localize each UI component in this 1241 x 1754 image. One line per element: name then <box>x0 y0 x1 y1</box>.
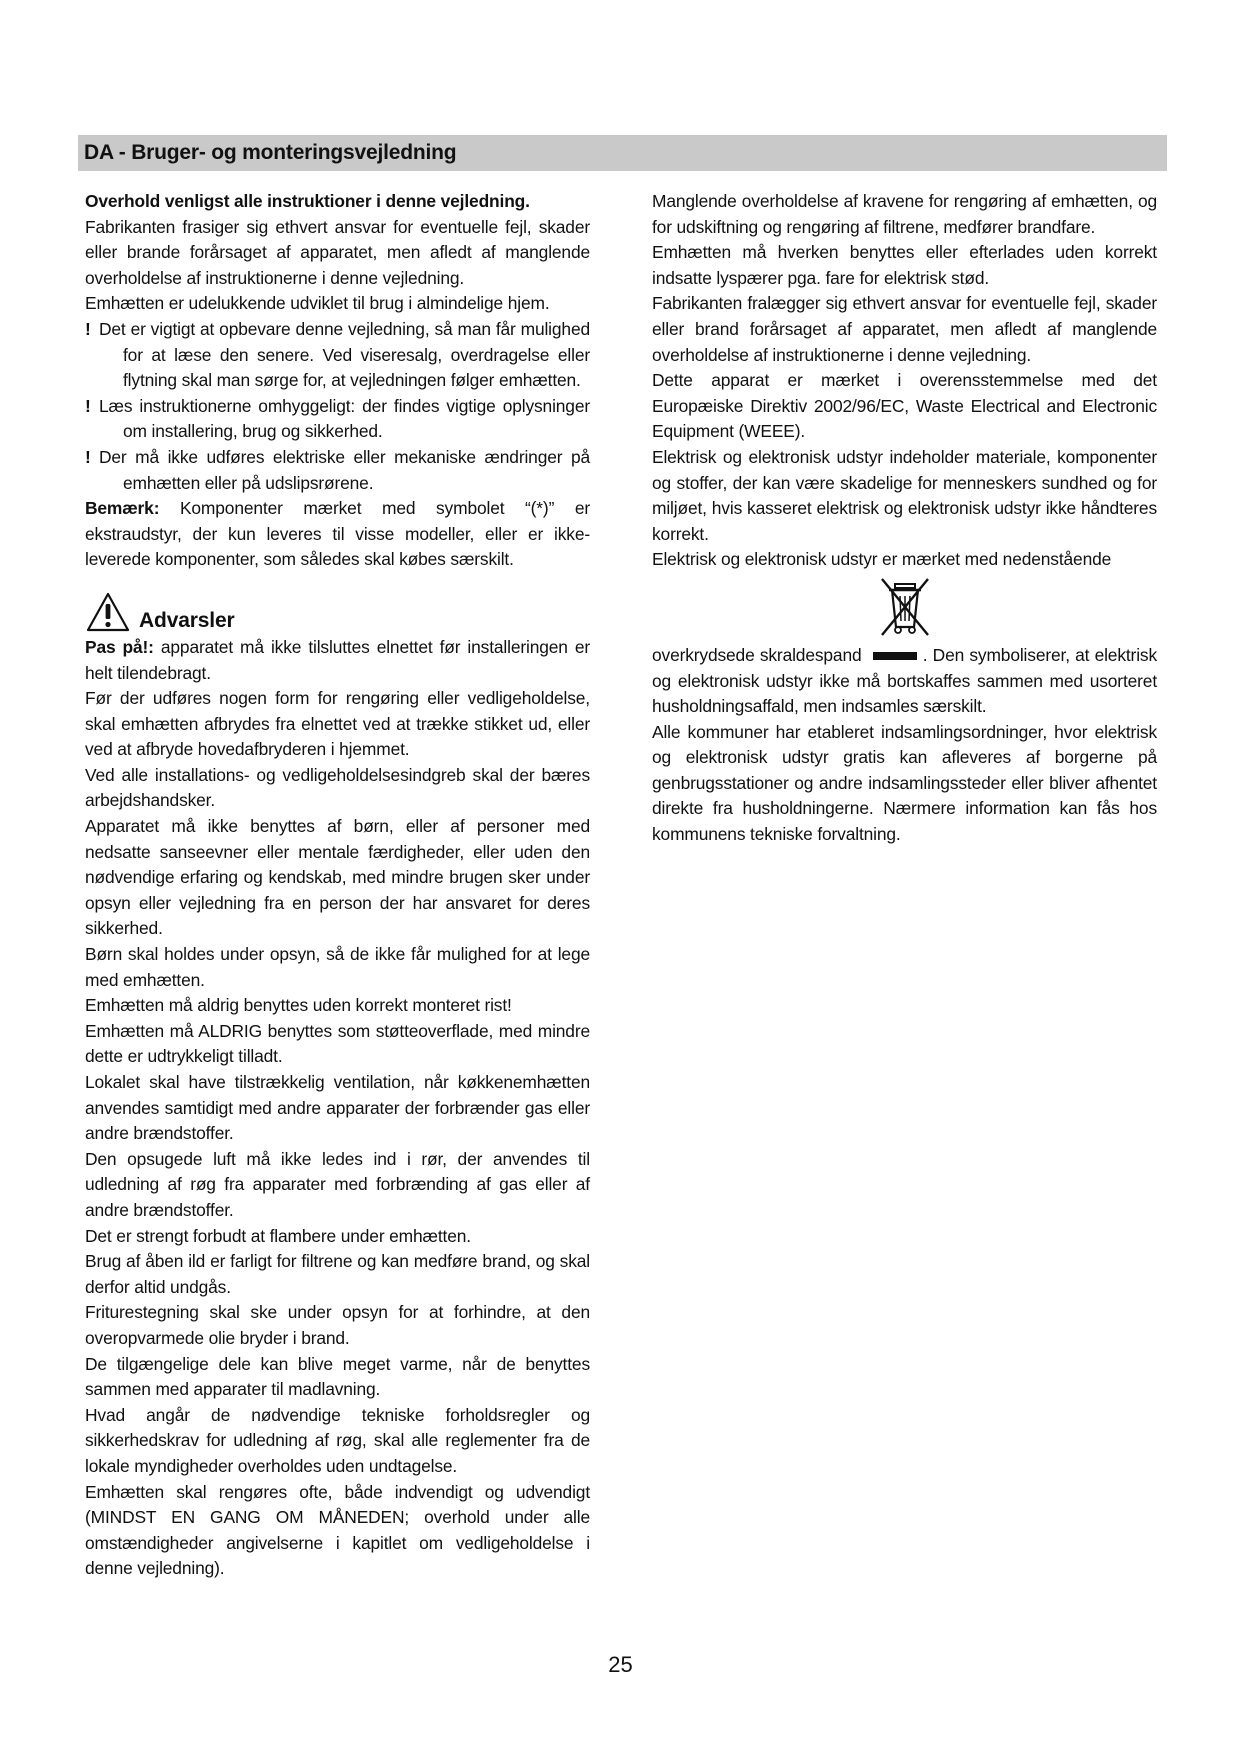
right-paragraph-2: Emhætten må hverken benyttes eller efterlades uden korrekt indsatte lyspærer pga. fare for elektrisk stød. <box>652 242 1157 288</box>
note-label: Bemærk: <box>85 498 160 519</box>
intro-paragraph-2: Emhætten er udelukkende udviklet til brug i almindelige hjem. <box>85 293 550 314</box>
weee-symbol-wrap <box>652 573 1157 643</box>
bullet-3 <box>85 445 590 496</box>
right-paragraph-4: Dette apparat er mærket i overensstemmelse med det Europæiske Direktiv 2002/96/EC, Waste Electrical and Electronic Equipment (WEEE). <box>652 370 1157 442</box>
warning-paragraph-10: Brug af åben ild er farligt for filtrene og kan medføre brand, og skal derfor altid undgås. <box>85 1251 590 1297</box>
warning-paragraph-12: De tilgængelige dele kan blive meget varme, når de benyttes sammen med apparater til madlavning. <box>85 1353 590 1400</box>
warning-paragraph-7: Lokalet skal have tilstrækkelig ventilation, når køkkenemhætten anvendes samtidigt med andre apparater der forbrænder gas eller andre brændstoffer. <box>85 1072 590 1144</box>
left-column <box>85 189 590 1582</box>
intro-paragraph-1: Fabrikanten frasiger sig ethvert ansvar for eventuelle fejl, skader eller brande forårsaget af apparatet, men afledt af manglende overholdelse af instruktionerne i denne vejledning. <box>85 216 590 288</box>
warning-paragraph-5: Emhætten må aldrig benyttes uden korrekt monteret rist! <box>85 995 512 1016</box>
warning-paragraph-11: Friturestegning skal ske under opsyn for at forhindre, at den overopvarmede olie bryder i brand. <box>85 1302 590 1348</box>
section-title: DA - Bruger- og monteringsvejledning <box>84 141 457 164</box>
warning-paragraph-3: Apparatet må ikke benyttes af børn, eller af personer med nedsatte sanseevner eller mentale færdigheder, eller uden den nødvendige erfaring og kendskab, med mindre brugen sker under opsyn eller vejledning fra en person der har ansvaret for deres sikkerhed. <box>85 816 590 939</box>
intro-heading <box>85 189 590 215</box>
exclamation-icon: ! <box>85 395 91 416</box>
weee-after-text: . Den symboliserer, at elektrisk og elektronisk udstyr ikke må bortskaffes sammen med usorteret husholdningsaffald, men indsamles særskilt. <box>652 644 1157 717</box>
warnings-heading <box>85 587 590 633</box>
pas-paa-paragraph <box>85 635 590 686</box>
warning-paragraph-6: Emhætten må ALDRIG benyttes som støtteoverflade, med mindre dette er udtrykkeligt tilladt. <box>85 1020 590 1067</box>
weee-paragraph <box>652 643 1157 720</box>
crossed-bin-icon <box>876 575 934 637</box>
right-paragraphs <box>652 189 1157 573</box>
bullet-1-text: Det er vigtigt at opbevare denne vejledning, så man får mulighed for at læse den senere. Ved viseresalg, overdragelse eller flytning skal man sørge for, at vejledningen følger emhætten. <box>99 318 590 391</box>
warning-paragraph-9: Det er strengt forbudt at flambere under emhætten. <box>85 1225 471 1246</box>
pas-paa-label: Pas på!: <box>85 636 154 657</box>
exclamation-icon: ! <box>85 318 91 339</box>
black-bar-symbol <box>873 652 917 660</box>
warning-paragraph-1: Før der udføres nogen form for rengøring eller vedligeholdelse, skal emhætten afbrydes fra elnettet ved at trække stikket ud, eller ved at afbryde hovedafbryderen i hjemmet. <box>85 688 590 760</box>
right-column <box>652 189 1157 848</box>
pas-paa-text: apparatet må ikke tilsluttes elnettet før installeringen er helt tilendebragt. <box>85 636 591 683</box>
warning-paragraph-2: Ved alle installations- og vedligeholdelsesindgreb skal der bæres arbejdshandsker. <box>85 764 590 811</box>
right-paragraph-5: Elektrisk og elektronisk udstyr indeholder materiale, komponenter og stoffer, der kan være skadelige for menneskers sundhed og for miljøet, hvis kasseret elektrisk og elektronisk udstyr ikke håndteres korrekt. <box>652 446 1157 544</box>
right-paragraph-6: Elektrisk og elektronisk udstyr er mærket med nedenstående <box>652 549 1112 570</box>
note-paragraph <box>85 496 590 573</box>
exclamation-icon: ! <box>85 446 91 467</box>
weee-before-text: overkrydsede skraldespand <box>652 644 862 665</box>
intro-bold: Overhold venligst alle instruktioner i denne vejledning. <box>85 191 530 211</box>
right-paragraph-1: Manglende overholdelse af kravene for rengøring af emhætten, og for udskiftning og rengøring af filtrene, medfører brandfare. <box>652 191 1157 237</box>
warning-triangle-icon <box>85 591 131 633</box>
final-paragraph: Alle kommuner har etableret indsamlingsordninger, hvor elektrisk og elektronisk udstyr gratis kan afleveres af borgerne på genbrugsstationer og andre indsamlingssteder eller bliver afhentet direkte fra husholdningerne. Nærmere information kan fås hos kommunens tekniske forvaltning. <box>652 721 1157 845</box>
warning-paragraph-13: Hvad angår de nødvendige tekniske forholdsregler og sikkerhedskrav for udledning af røg, skal alle reglementer fra de lokale myndigheder overholdes uden undtagelse. <box>85 1404 590 1476</box>
warning-paragraph-14: Emhætten skal rengøres ofte, både indvendigt og udvendigt (MINDST EN GANG OM MÅNEDEN; overhold under alle omstændigheder angivelserne i kapitlet om vedligeholdelse i denne vejledning). <box>85 1481 590 1579</box>
page-number: 25 <box>608 1652 633 1677</box>
bullet-1 <box>85 317 590 394</box>
right-paragraph-3: Fabrikanten fralægger sig ethvert ansvar for eventuelle fejl, skader eller brand forårsaget af apparatet, men afledt af manglende overholdelse af instruktionerne i denne vejledning. <box>652 293 1157 365</box>
warning-paragraph-4: Børn skal holdes under opsyn, så de ikke får mulighed for at lege med emhætten. <box>85 944 590 990</box>
bullet-2 <box>85 394 590 445</box>
bullet-2-text: Læs instruktionerne omhyggeligt: der findes vigtige oplysninger om installering, brug og sikkerhed. <box>99 395 590 442</box>
note-text: Komponenter mærket med symbolet “(*)” er ekstraudstyr, der kun leveres til visse modeller, eller er ikke-leverede komponenter, som således skal købes særskilt. <box>85 498 590 570</box>
bullet-3-text: Der må ikke udføres elektriske eller mekaniske ændringer på emhætten eller på udslipsrørene. <box>99 446 590 493</box>
warning-paragraph-8: Den opsugede luft må ikke ledes ind i rør, der anvendes til udledning af røg fra apparater med forbrænding af gas eller af andre brændstoffer. <box>85 1148 590 1220</box>
warning-paragraphs <box>85 686 590 1582</box>
warnings-title: Advarsler <box>139 608 235 632</box>
section-header <box>78 135 1167 171</box>
